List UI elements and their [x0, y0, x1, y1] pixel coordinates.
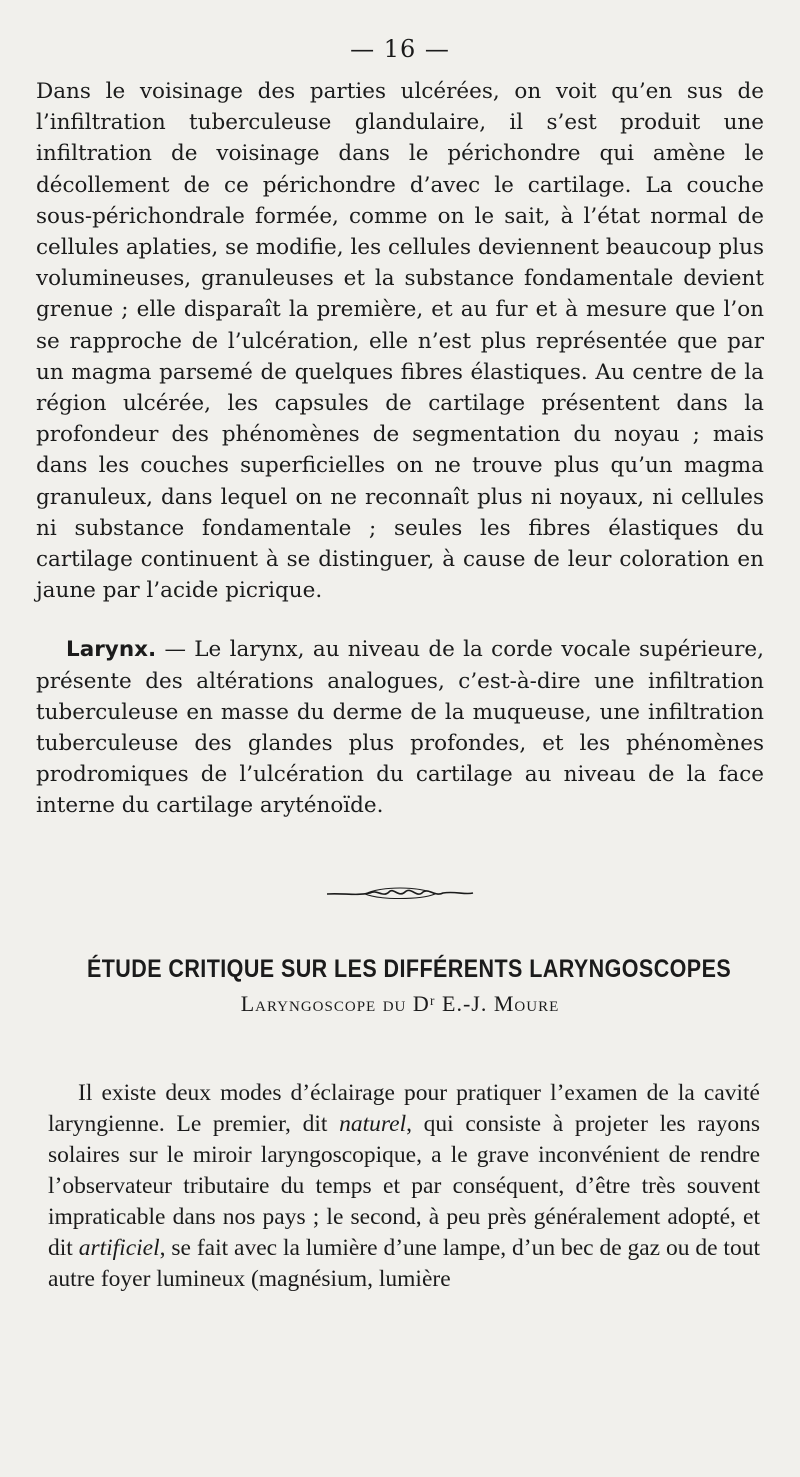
byline: Laryngoscope du Dʳ E.-J. Moure — [240, 990, 560, 1016]
larynx-term: Larynx. — [66, 637, 157, 663]
term-naturel: naturel — [339, 1110, 407, 1137]
paragraph-eclairage-part3: , se fait avec la lumière d’une lampe, d’un bec de gaz ou de tout autre foyer lumineux (magnésium, lumière — [48, 1234, 760, 1292]
paragraph-eclairage — [48, 1078, 760, 1295]
paragraph-infiltration: Dans le voisinage des parties ulcérées, on voit qu’en sus de l’infiltration tuberculeuse glandulaire, il s’est produit une infiltration de voisinage dans le périchondre qui amène le décollement de ce périchondre d’avec le cartilage. La couche sous-périchondrale formée, comme on le sait, à l’état normal de cellules aplaties, se modifie, les cellules deviennent beaucoup plus volumineuses, granuleuses et la substance fondamentale devient grenue ; elle disparaît la première, et au fur et à mesure que l’on se rapproche de l’ulcération, elle n’est plus représentée que par un magma parsemé de quelques fibres élastiques. Au centre de la région ulcérée, les capsules de cartilage présentent dans la profondeur des phénomènes de segmentation du noyau ; mais dans les couches superficielles on ne trouve plus qu’un magma granuleux, dans lequel on ne reconnaît plus ni noyaux, ni cellules ni substance fondamentale ; seules les fibres élastiques du cartilage continuent à se distinguer, à cause de leur coloration en jaune par l’acide picrique. — [36, 79, 764, 604]
paragraph-larynx — [36, 634, 764, 821]
paragraph-eclairage-part1: Il existe deux modes d’éclairage pour pratiquer l’examen de la cavité laryngienne. Le premier, dit — [48, 1079, 760, 1137]
ornament-divider — [325, 884, 475, 902]
section-title: ÉTUDE CRITIQUE SUR LES DIFFÉRENTS LARYNGOSCOPES — [86, 954, 732, 983]
larynx-text: — Le larynx, au niveau de la corde vocale supérieure, présente des altérations analogues, c’est-à-dire une infiltration tuberculeuse en masse du derme de la muqueuse, une infiltration tuberculeuse des glandes plus profondes, et les phénomènes prodromiques de l’ulcération du cartilage au niveau de la face interne du cartilage aryténoïde. — [36, 637, 764, 819]
paragraph-eclairage-part2: , qui consiste à projeter les rayons solaires sur le miroir laryngoscopique, a le grave inconvénient de rendre l’observateur tributaire du temps et par conséquent, d’être très souvent impraticable dans nos pays ; le second, à peu près généralement adopté, et dit — [48, 1110, 761, 1261]
page-number: — 16 — — [350, 35, 450, 63]
term-artificiel: artificiel — [78, 1234, 160, 1261]
